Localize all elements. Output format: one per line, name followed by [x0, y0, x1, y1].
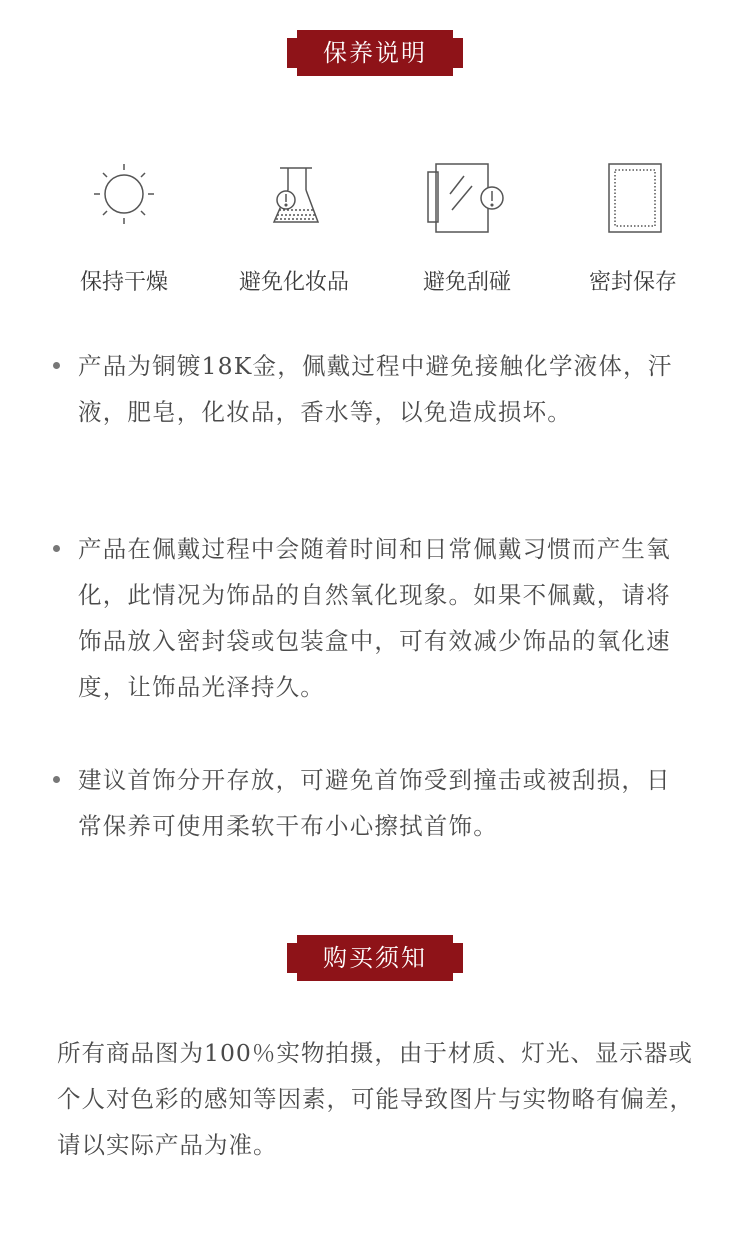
- icon-label-cosmetics: 避免化妆品: [238, 270, 349, 295]
- care-bullet: [78, 526, 688, 710]
- icon-label-sealed: 密封保存: [588, 270, 677, 295]
- care-bullet: [78, 757, 688, 849]
- care-section-banner: [287, 30, 463, 76]
- care-bullet: [78, 343, 688, 435]
- sun-icon: [74, 160, 174, 236]
- sealed-box-icon: [585, 160, 685, 236]
- bullet-text: 产品为铜镀18K金，佩戴过程中避免接触化学液体，汗液，肥皂，化妆品，香水等，以免造成损坏。: [78, 352, 673, 426]
- glass-warning-icon: [410, 160, 510, 236]
- purchase-notice-text: 所有商品图为100％实物拍摄，由于材质、灯光、显示器或个人对色彩的感知等因素，可能导致图片与实物略有偏差，请以实际产品为准。: [57, 1039, 694, 1159]
- bullet-dot: [53, 362, 60, 369]
- bullet-text: 建议首饰分开存放，可避免首饰受到撞击或被刮损，日常保养可使用柔软干布小心擦拭首饰。: [78, 766, 671, 840]
- bullet-text: 产品在佩戴过程中会随着时间和日常佩戴习惯而产生氧化，此情况为饰品的自然氧化现象。如果不佩戴，请将饰品放入密封袋或包装盒中，可有效减少饰品的氧化速度，让饰品光泽持久。: [78, 535, 671, 701]
- purchase-section-title: 购买须知: [323, 944, 427, 972]
- care-section-title: 保养说明: [323, 39, 427, 67]
- bullet-dot: [53, 545, 60, 552]
- flask-warning-icon: [246, 160, 346, 236]
- icon-label-dry: 保持干燥: [79, 270, 168, 295]
- bullet-dot: [53, 776, 60, 783]
- purchase-section-banner: [287, 935, 463, 981]
- icon-label-scratch: 避免刮碰: [422, 270, 511, 295]
